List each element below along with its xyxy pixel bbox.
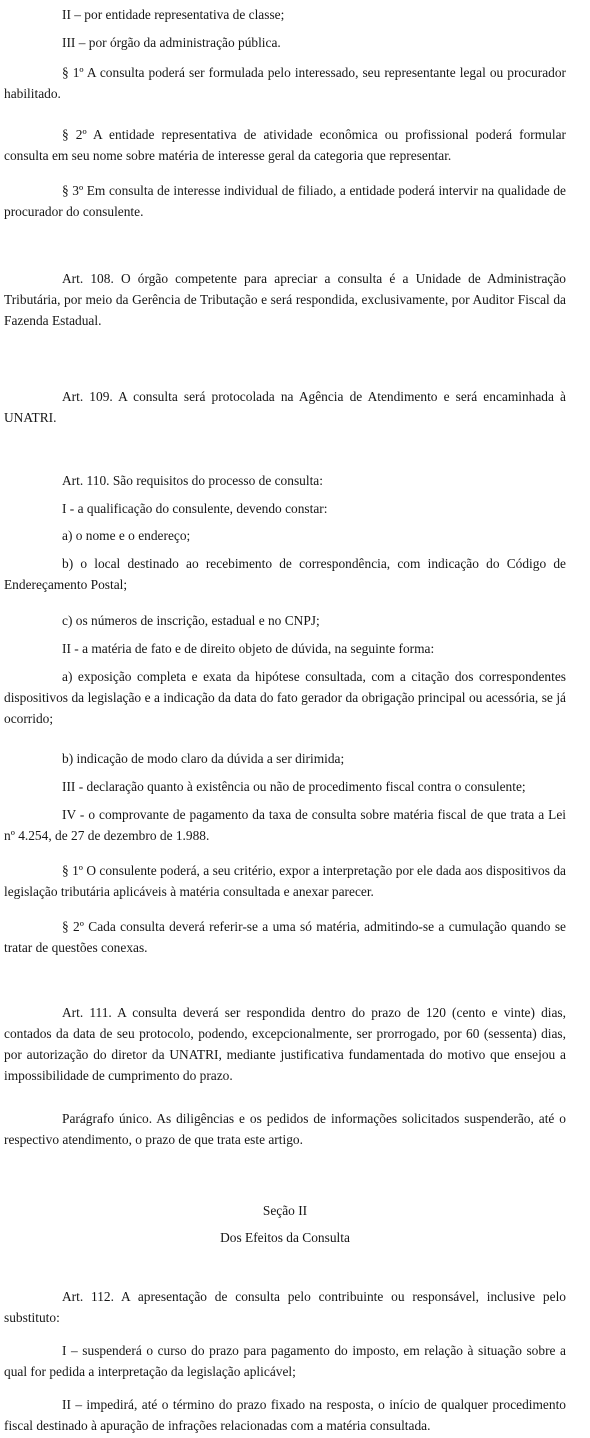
article-110-item-ii: II - a matéria de fato e de direito objeto de dúvida, na seguinte forma: (62, 641, 435, 656)
article-110-item-ii-a: a) exposição completa e exata da hipótese consultada, com a citação dos correspondentes dispositivos da legislação e a indicação da data do fato gerador da obrigação principal ou acessória, se já ocorrido; (4, 669, 566, 726)
clause-iii-orgao: III – por órgão da administração pública. (62, 35, 281, 50)
article-111: Art. 111. A consulta deverá ser respondida dentro do prazo de 120 (cento e vinte) dias, contados da data de seu protocolo, podendo, excepcionalmente, ser prorrogado, por 60 (sessenta) dias, por autorização do diretor da UNATRI, mediante justificativa fundamentada do motivo que ensejou a impossibilidade de cumprimento do prazo. (4, 1005, 566, 1083)
article-110: Art. 110. São requisitos do processo de consulta: (62, 473, 323, 488)
article-109: Art. 109. A consulta será protocolada na Agência de Atendimento e será encaminhada à UNATRI. (4, 389, 566, 425)
article-110-paragraph-1: § 1º O consulente poderá, a seu critério, expor a interpretação por ele dada aos dispositivos da legislação tributária aplicáveis à matéria consultada e anexar parecer. (4, 863, 566, 899)
article-111-sole-paragraph: Parágrafo único. As diligências e os pedidos de informações solicitados suspenderão, até o respectivo atendimento, o prazo de que trata este artigo. (4, 1111, 566, 1147)
article-112-item-ii: II – impedirá, até o término do prazo fixado na resposta, o início de qualquer procedimento fiscal destinado à apuração de infrações relacionadas com a matéria consultada. (4, 1397, 566, 1433)
article-110-item-i-a: a) o nome e o endereço; (62, 528, 191, 543)
paragraph-1-consulta: § 1º A consulta poderá ser formulada pelo interessado, seu representante legal ou procurador habilitado. (4, 65, 566, 101)
article-110-item-i: I - a qualificação do consulente, devendo constar: (62, 501, 328, 516)
article-110-item-iv: IV - o comprovante de pagamento da taxa de consulta sobre matéria fiscal de que trata a Lei nº 4.254, de 27 de dezembro de 1.988. (4, 807, 566, 843)
paragraph-3-filiado: § 3º Em consulta de interesse individual de filiado, a entidade poderá intervir na qualidade de procurador do consulente. (4, 183, 566, 219)
article-110-item-i-b: b) o local destinado ao recebimento de correspondência, com indicação do Código de Endereçamento Postal; (4, 556, 566, 592)
article-110-item-iii: III - declaração quanto à existência ou não de procedimento fiscal contra o consulente; (62, 779, 526, 794)
clause-ii-entidade: II – por entidade representativa de classe; (62, 7, 285, 22)
article-110-item-i-c: c) os números de inscrição, estadual e no CNPJ; (62, 613, 320, 628)
article-112: Art. 112. A apresentação de consulta pelo contribuinte ou responsável, inclusive pelo substituto: (4, 1289, 566, 1325)
article-110-paragraph-2: § 2º Cada consulta deverá referir-se a uma só matéria, admitindo-se a cumulação quando se tratar de questões conexas. (4, 919, 566, 955)
section-title: Dos Efeitos da Consulta (220, 1230, 350, 1245)
section-number: Seção II (262, 1203, 308, 1218)
article-110-item-ii-b: b) indicação de modo claro da dúvida a ser dirimida; (62, 751, 345, 766)
article-112-item-i: I – suspenderá o curso do prazo para pagamento do imposto, em relação à situação sobre a qual for pedida a interpretação da legislação aplicável; (4, 1343, 566, 1379)
article-108: Art. 108. O órgão competente para apreciar a consulta é a Unidade de Administração Tributária, por meio da Gerência de Tributação e será respondida, exclusivamente, por Auditor Fiscal da Fazenda Estadual. (4, 271, 566, 328)
paragraph-2-entidade: § 2º A entidade representativa de atividade econômica ou profissional poderá formular consulta em seu nome sobre matéria de interesse geral da categoria que representar. (4, 127, 566, 163)
